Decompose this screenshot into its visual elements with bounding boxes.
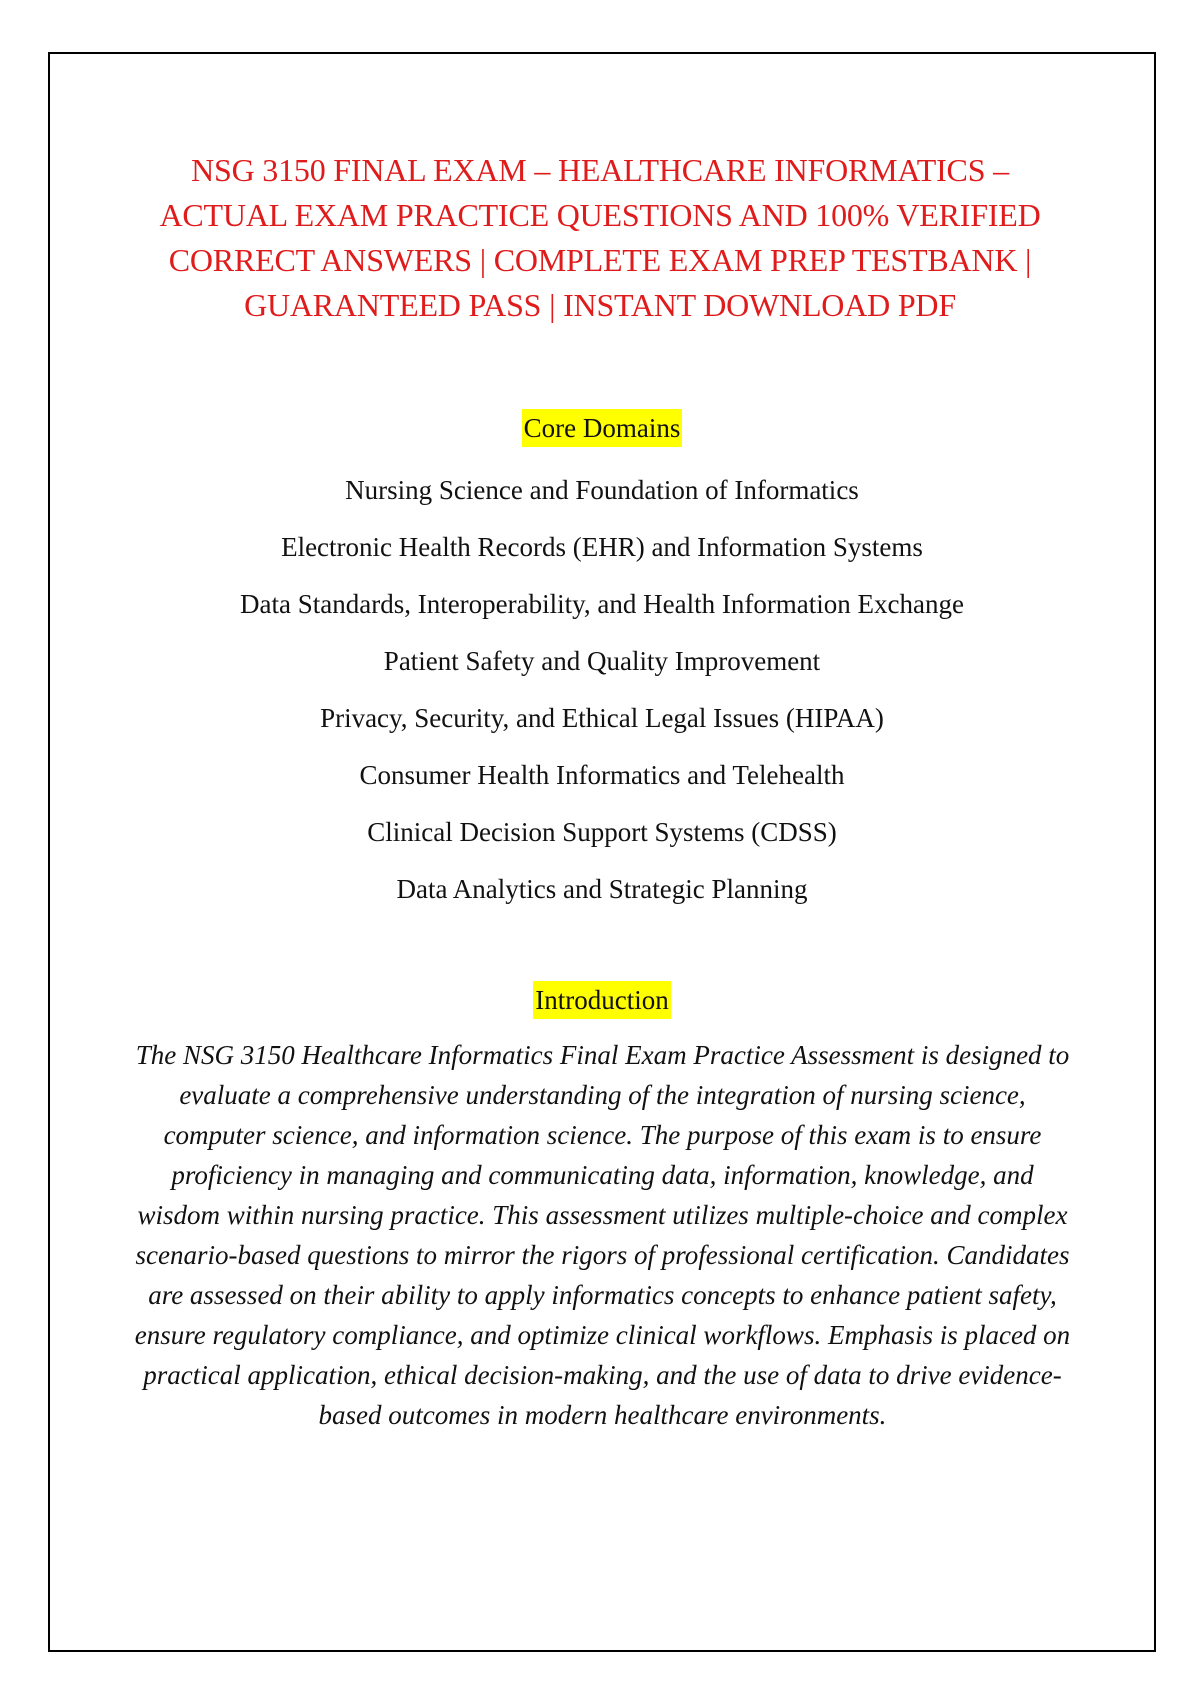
- core-domain-item: Patient Safety and Quality Improvement: [383, 646, 821, 676]
- core-domains-heading-container: [48, 409, 1156, 447]
- core-domain-item: Data Analytics and Strategic Planning: [396, 874, 808, 904]
- core-domain-item: Electronic Health Records (EHR) and Information Systems: [281, 532, 923, 562]
- introduction-heading-container: [48, 981, 1156, 1019]
- core-domains-heading: Core Domains: [522, 409, 683, 447]
- introduction-paragraph: The NSG 3150 Healthcare Informatics Final Exam Practice Assessment is designed to evaluate a comprehensive understanding of the integration of nursing science, computer science, and information science. The purpose of this exam is to ensure proficiency in managing and communicating data, information, knowledge, and wisdom within nursing practice. This assessment utilizes multiple-choice and complex scenario-based questions to mirror the rigors of professional certification. Candidates are assessed on their ability to apply informatics concepts to enhance patient safety, ensure regulatory compliance, and optimize clinical workflows. Emphasis is placed on practical application, ethical decision-making, and the use of data to drive evidence-based outcomes in modern healthcare environments.: [134, 1040, 1071, 1430]
- core-domains-list: [48, 462, 1156, 918]
- introduction-heading: Introduction: [533, 981, 670, 1019]
- core-domain-item: Consumer Health Informatics and Telehealth: [359, 760, 845, 790]
- core-domain-item: Privacy, Security, and Ethical Legal Issues (HIPAA): [320, 703, 884, 733]
- core-domain-item: Data Standards, Interoperability, and Health Information Exchange: [240, 589, 964, 619]
- core-domain-item: Nursing Science and Foundation of Informatics: [345, 475, 859, 505]
- document-title: NSG 3150 FINAL EXAM – HEALTHCARE INFORMATICS – ACTUAL EXAM PRACTICE QUESTIONS AND 100% VERIFIED CORRECT ANSWERS | COMPLETE EXAM PREP TESTBANK | GUARANTEED PASS | INSTANT DOWNLOAD PDF: [159, 152, 1041, 323]
- core-domain-item: Clinical Decision Support Systems (CDSS): [367, 817, 837, 847]
